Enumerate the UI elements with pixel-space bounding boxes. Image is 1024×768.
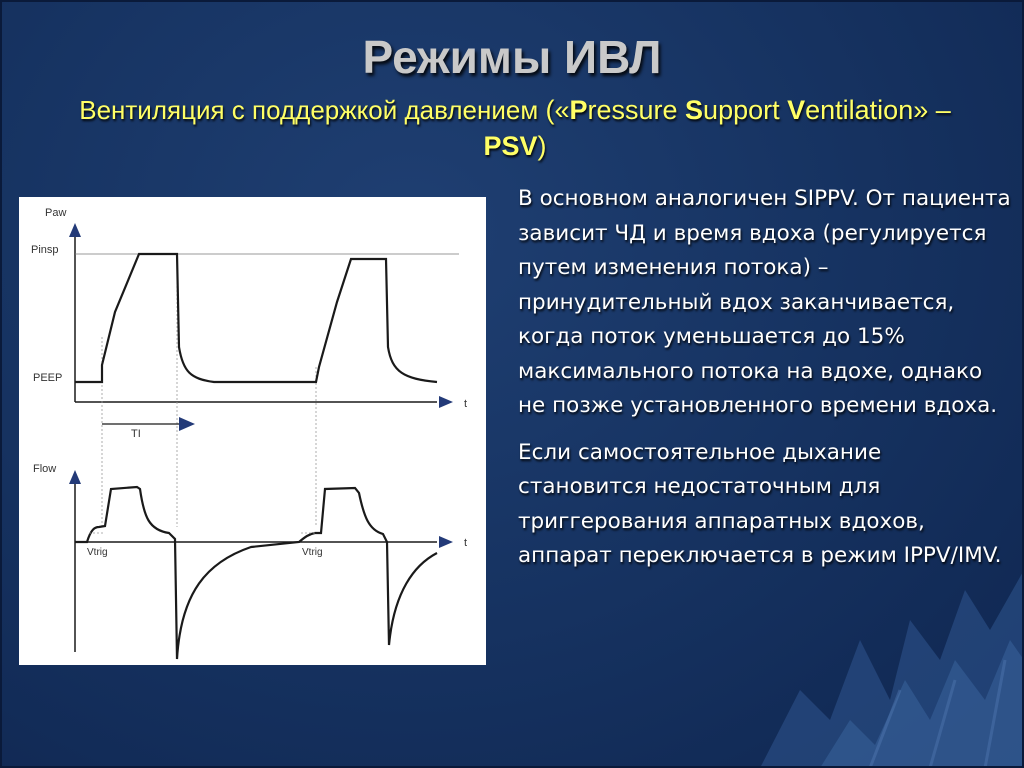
vtrig-label-first: Vtrig <box>87 547 108 558</box>
subtitle-word-ventilation: entilation <box>805 95 914 125</box>
subtitle-cap-v: V <box>787 95 806 125</box>
subtitle-open-bracket: (« <box>545 95 570 125</box>
vtrig-label-second: Vtrig <box>302 547 323 558</box>
pressure-x-arrow-icon <box>439 396 453 408</box>
flow-x-arrow-icon <box>439 536 453 548</box>
paw-axis-label: Paw <box>45 207 67 219</box>
subtitle-abbreviation: PSV <box>483 131 538 161</box>
description-text <box>518 182 1013 586</box>
paragraph-fallback-mode: Если самостоятельное дыхание становится недостаточным для триггерования аппаратных вдохов, аппарат переключается в режим IPPV/IMV. <box>518 439 1002 568</box>
subtitle-close-dash: » – <box>913 95 951 125</box>
ti-label: TI <box>131 428 141 440</box>
subtitle-cap-p: P <box>569 95 588 125</box>
flow-waveform <box>75 487 437 659</box>
peep-label: PEEP <box>33 372 63 384</box>
flow-time-label: t <box>464 537 468 549</box>
ti-arrow-icon <box>179 417 195 431</box>
pressure-y-arrow-icon <box>69 223 81 237</box>
flow-axis-label: Flow <box>33 463 57 475</box>
subtitle-word-support: upport <box>703 95 788 125</box>
subtitle-close-bracket: ) <box>537 131 547 161</box>
pressure-waveform <box>75 254 437 382</box>
subtitle-cap-s: S <box>685 95 704 125</box>
flow-y-arrow-icon <box>69 470 81 484</box>
slide-subtitle <box>20 92 1010 164</box>
slide-title: Режимы ИВЛ <box>362 31 662 83</box>
subtitle-word-pressure: ressure <box>587 95 686 125</box>
pressure-time-label: t <box>464 398 468 410</box>
psv-waveform-diagram <box>19 197 486 665</box>
paragraph-psv-description: В основном аналогичен SIPPV. От пациента зависит ЧД и время вдоха (регулируется путем изменения потока) – принудительный вдох заканчивается, когда поток уменьшается до 15% максимального потока на вдохе, однако не позже установленного времени вдоха. <box>518 186 1011 418</box>
subtitle-russian: Вентиляция с поддержкой давлением <box>79 95 539 125</box>
pinsp-label: Pinsp <box>31 244 59 256</box>
